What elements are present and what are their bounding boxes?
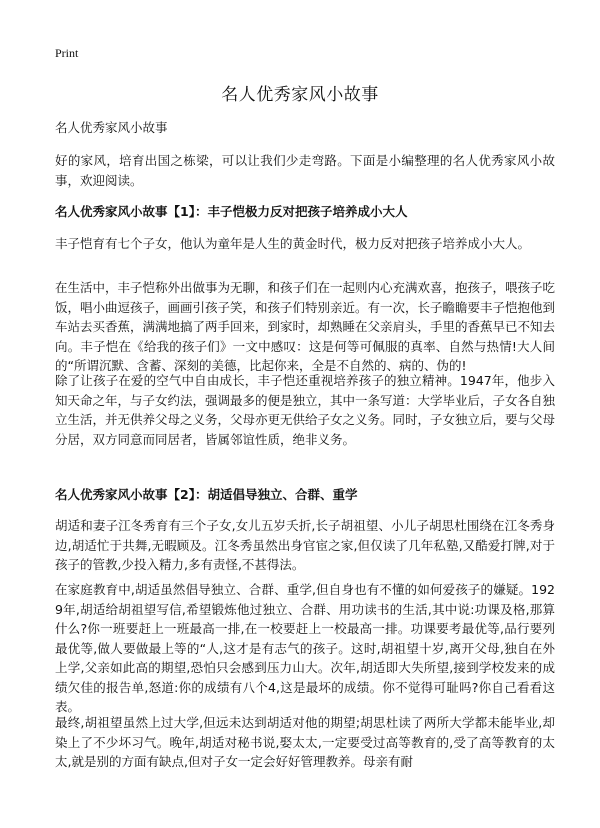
intro-paragraph: 好的家风，培育出国之栋梁，可以让我们少走弯路。下面是小编整理的名人优秀家风小故事，欢迎阅读。 xyxy=(55,153,555,188)
section-1-paragraph-2: 在生活中，丰子恺称外出做事为无聊，和孩子们在一起则内心充满欢喜，抱孩子，喂孩子吃饭，唱小曲逗孩子，画画引孩子笑，和孩子们特别亲近。有一次，长子瞻瞻要丰子恺抱他到车站去买香蕉，满满地搞了两手回来，到家时，却熟睡在父亲肩头，手里的香蕉早已不知去向。丰子恺在《给我的孩子们》一文中感叹：这是何等可佩服的真率、自然与热情!大人间的“所谓沉默、含蓄、深刻的美德，比起你来，全是不自然的、病的、伪的! xyxy=(55,280,556,373)
section-1-heading: 名人优秀家风小故事【1】：丰子恺极力反对把孩子培养成小大人 xyxy=(55,204,408,219)
print-link[interactable]: Print xyxy=(55,46,79,60)
section-1-paragraph-1: 丰子恺育有七个子女，他认为童年是人生的黄金时代，极力反对把孩子培养成小大人。 xyxy=(55,236,531,251)
subtitle: 名人优秀家风小故事 xyxy=(55,120,168,135)
section-2-paragraph-1: 胡适和妻子江冬秀育有三个子女,女儿五岁夭折,长子胡祖望、小儿子胡思杜围绕在江冬秀身边,胡适忙于共舞,无暇顾及。江冬秀虽然出身官宦之家,但仅读了几年私塾,又酷爱打牌,对于孩子的管教,少投入精力,多有责怪,不甚得法。 xyxy=(55,518,555,572)
section-1-paragraph-3: 除了让孩子在爱的空气中自由成长，丰子恺还重视培养孩子的独立精神。1947年，他步入知天命之年，与子女约法，强调最多的便是独立，其中一条写道：大学毕业后，子女各自独立生活，并无供养父母之义务，父母亦更无供给子女之义务。同时，子女独立后，要与父母分居，双方同意而同居者，皆属邻谊性质，绝非义务。 xyxy=(55,373,556,447)
page-title: 名人优秀家风小故事 xyxy=(221,85,379,105)
section-2-heading: 名人优秀家风小故事【2】：胡适倡导独立、合群、重学 xyxy=(55,487,358,502)
section-2-paragraph-3: 最终,胡祖望虽然上过大学,但远未达到胡适对他的期望;胡思杜读了两所大学都未能毕业,却染上了不少坏习气。晚年,胡适对秘书说,娶太太,一定要受过高等教育的,受了高等教育的太太,就是别的方面有缺点,但对子女一定会好好管理教养。母亲有耐 xyxy=(55,715,555,769)
section-2-paragraph-2: 在家庭教育中,胡适虽然倡导独立、合群、重学,但自身也有不懂的如何爱孩子的嫌疑。1929年,胡适给胡祖望写信,希望锻炼他过独立、合群、用功读书的生活,其中说:功课及格,那算什么?你一班要赶上一班最高一排,在一校要赶上一校最高一排。功课要考最优等,品行要列最优等,做人要做最上等的“人,这才是有志气的孩子。这时,胡祖望十岁,离开父母,独自在外上学,父亲如此高的期望,恐怕只会感到压力山大。次年,胡适即大失所望,接到学校发来的成绩欠佳的报告单,怒道:你的成绩有八个4,这是最坏的成绩。你不觉得可耻吗?你自己看看这表。 xyxy=(55,582,555,714)
